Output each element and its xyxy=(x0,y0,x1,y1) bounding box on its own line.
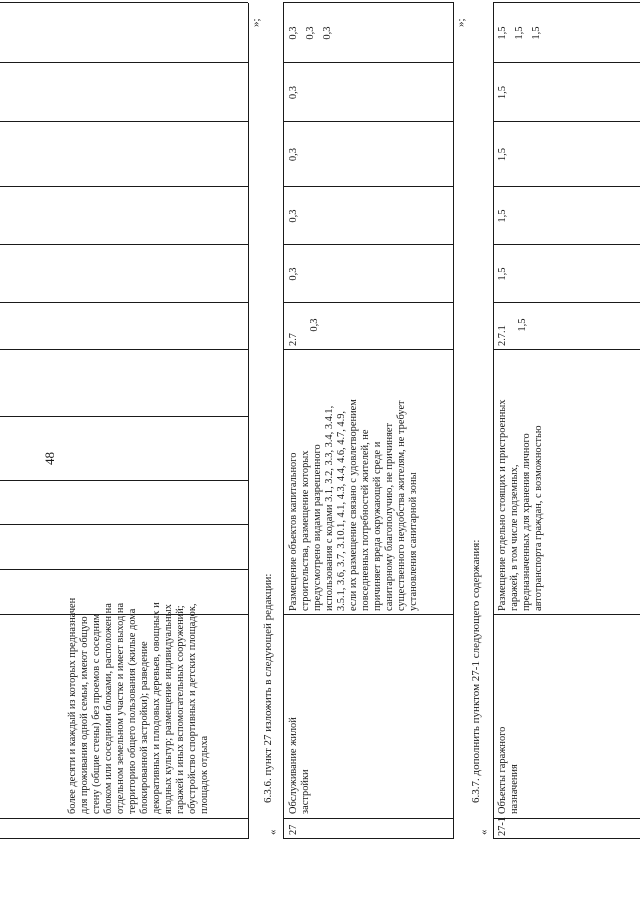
description-line: отдельном земельном участке и имеет выход на xyxy=(115,602,126,814)
description-line: Размещение отдельно стоящих и пристроенных xyxy=(497,399,508,611)
description-line: ягодных культур; размещение индивидуальных xyxy=(163,604,174,814)
value-cell: 1,5 xyxy=(497,26,508,40)
description-line: блоком или соседними блоками, расположен на xyxy=(103,603,114,814)
value-cell: 1,5 xyxy=(531,26,542,40)
description-line: более десяти и каждый из которых предназначен xyxy=(67,597,78,814)
row-number: 27-1 xyxy=(497,816,508,836)
description-line: для проживания одной семьи, имеют общую xyxy=(79,616,90,814)
description-line: Размещение объектов капитального xyxy=(288,452,299,611)
description-line: причиняет вреда окружающей среде и xyxy=(372,441,383,611)
description-line: использования с кодами 3.1, 3.2, 3.3, 3.4, 3.4.1, xyxy=(324,405,335,611)
value-cell: 1,5 xyxy=(497,209,508,223)
value-cell: 0,3 xyxy=(288,267,299,281)
value-cell: 0,3 xyxy=(288,26,299,40)
row-code: 2.7.1 xyxy=(497,325,508,346)
name-line: Объекты гаражного xyxy=(497,726,508,814)
description-line: строительства, размещение которых xyxy=(300,450,311,611)
row-description xyxy=(497,355,545,611)
description-line: автотранспорта граждан, с возможностью xyxy=(533,425,544,611)
value-cell: 0,3 xyxy=(288,209,299,223)
value-cell: 1,5 xyxy=(497,267,508,281)
row-description xyxy=(288,355,420,611)
description-line: 3.5.1, 3.6, 3.7, 3.10.1, 4.1, 4.3, 4.4, 4.6, 4.7, 4.9, xyxy=(336,410,347,611)
description-line: повседневных потребностей жителей, не xyxy=(360,429,371,611)
value-cell: 0,3 xyxy=(288,85,299,100)
description-line: обустройство спортивных и детских площадок, xyxy=(187,603,198,814)
value-cell: 1,5 xyxy=(497,85,508,100)
closing-quote-mark: »; xyxy=(250,18,262,27)
name-line: Обслуживание жилой xyxy=(288,717,299,814)
description-line: гаражей, в том числе подземных, xyxy=(509,464,520,611)
top-row-description xyxy=(67,524,211,814)
row-name xyxy=(497,619,521,814)
value-cell: 0,3 xyxy=(322,26,333,40)
value-cell: 1,5 xyxy=(514,26,525,40)
description-line: стену (общие стены) без проемов с соседним xyxy=(91,613,102,814)
value-cell: 0,3 xyxy=(309,318,320,332)
row-number: 27 xyxy=(288,824,299,835)
name-line: назначения xyxy=(509,764,520,814)
name-line: застройки xyxy=(300,769,311,814)
opening-quote-mark: « xyxy=(478,829,490,835)
closing-quote-mark: »; xyxy=(455,18,467,27)
description-line: блокированной застройки); разведение xyxy=(139,641,150,814)
value-cell: 1,5 xyxy=(517,318,528,332)
description-line: существенного неудобства жителям, не требует xyxy=(396,400,407,611)
paragraph-6-3-7: 6.3.7. дополнить пунктом 27-1 следующего содержания: xyxy=(470,539,482,803)
description-line: площадок отдыха xyxy=(199,735,210,814)
page-number: 48 xyxy=(42,452,57,465)
row-name xyxy=(288,619,312,814)
description-line: предусмотрено видами разрешенного xyxy=(312,444,323,611)
description-line: территорию общего пользования (жилые дома xyxy=(127,608,138,814)
paragraph-6-3-6: 6.3.6. пункт 27 изложить в следующей редакции: xyxy=(262,573,274,803)
value-cell: 0,3 xyxy=(305,26,316,40)
description-line: предназначенных для хранения личного xyxy=(521,433,532,611)
description-line: санитарному благополучию, не причиняет xyxy=(384,422,395,611)
description-line: если их размещение связано с удовлетворением xyxy=(348,399,359,611)
value-cell: 1,5 xyxy=(497,147,508,162)
value-cell: 0,3 xyxy=(288,147,299,162)
opening-quote-mark: « xyxy=(267,829,279,835)
description-line: декоративных и плодовых деревьев, овощных и xyxy=(151,602,162,814)
description-line: установления санитарной зоны xyxy=(408,472,419,611)
row-code: 2.7 xyxy=(288,333,299,346)
description-line: гаражей и иных вспомогательных сооружений; xyxy=(175,605,186,814)
